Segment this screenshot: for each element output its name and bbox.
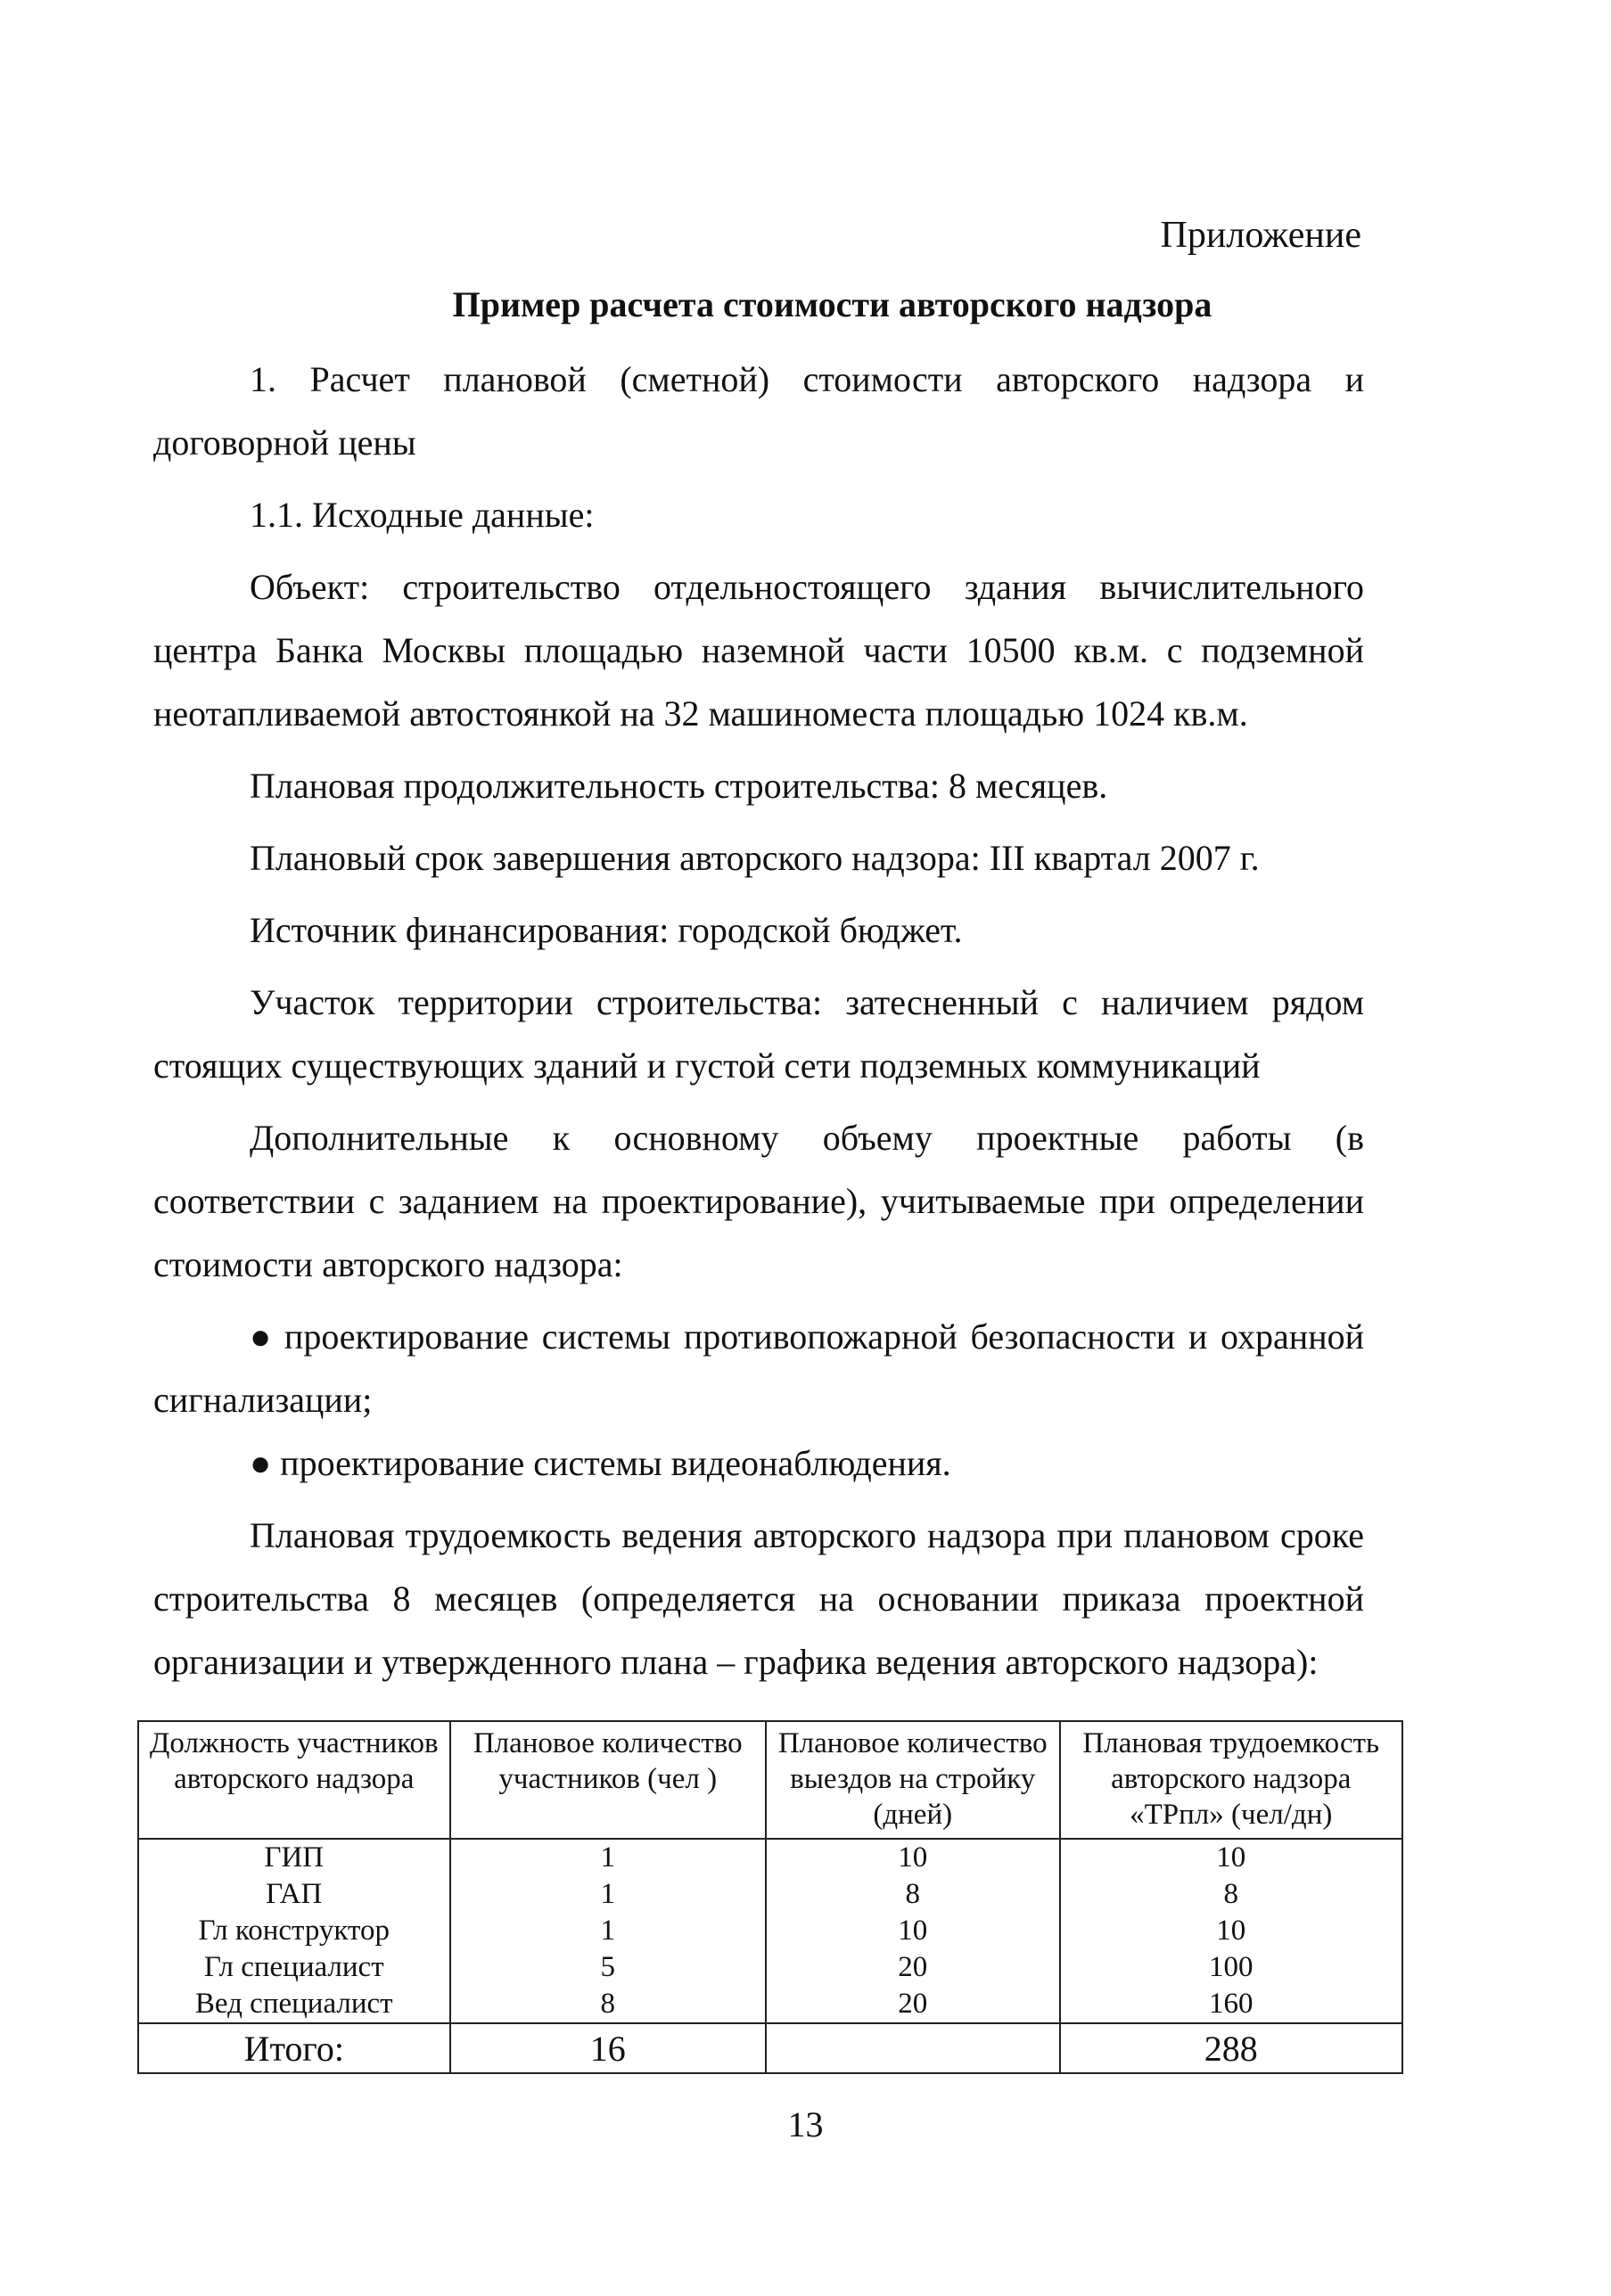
paragraph-duration: Плановая продолжительность строительства: 8 месяцев. — [250, 766, 1108, 806]
bullet-icon: ● — [250, 1443, 272, 1483]
table-cell: ГАП — [138, 1876, 450, 1913]
table-cell: ГИП — [138, 1839, 450, 1876]
table-cell: 100 — [1060, 1949, 1403, 1986]
table-row — [138, 1876, 1402, 1913]
list-item-text: проектирование системы противопожарной безопасности и охранной сигнализации; — [153, 1316, 1364, 1420]
table-cell: 8 — [766, 1876, 1060, 1913]
table-row — [138, 1949, 1402, 1986]
table-cell: 1 — [450, 1913, 766, 1949]
list-item — [153, 1305, 1364, 1431]
column-header: Должность участников авторского надзора — [138, 1721, 450, 1839]
total-label: Итого: — [138, 2023, 450, 2073]
paragraph-section-1: 1. Расчет плановой (сметной) стоимости авторского надзора и договорной цены — [153, 359, 1364, 463]
paragraph-funding-source: Источник финансирования: городской бюджет. — [250, 910, 963, 950]
document-title: Пример расчета стоимости авторского надзора — [452, 284, 1212, 324]
table-row — [138, 1839, 1402, 1876]
document-body — [153, 348, 1364, 1702]
total-participants: 16 — [450, 2023, 766, 2073]
table-cell: 10 — [766, 1839, 1060, 1876]
list-item-text: проектирование системы видеонаблюдения. — [280, 1443, 951, 1483]
table-cell: Гл специалист — [138, 1949, 450, 1986]
paragraph-object: Объект: строительство отдельностоящего здания вычислительного центра Банка Москвы площадью наземной части 10500 кв.м. с подземной неотапливаемой автостоянкой на 32 машиноместа площадью 1024 кв.м. — [153, 567, 1364, 734]
table-cell: Гл конструктор — [138, 1913, 450, 1949]
paragraph-labor-intensity: Плановая трудоемкость ведения авторского надзора при плановом сроке строительства 8 месяцев (определяется на основании приказа проектной организации и утвержденного плана – графика ведения авторского надзора): — [153, 1515, 1364, 1682]
total-labor: 288 — [1060, 2023, 1403, 2073]
table-cell: 10 — [1060, 1839, 1403, 1876]
paragraph-additional-works: Дополнительные к основному объему проектные работы (в соответствии с заданием на проектирование), учитываемые при определении стоимости авторского надзора: — [153, 1118, 1364, 1284]
paragraph-source-data: 1.1. Исходные данные: — [250, 495, 595, 535]
table-cell: 8 — [1060, 1876, 1403, 1913]
table-row — [138, 1986, 1402, 2023]
column-header: Плановое количество участников (чел ) — [450, 1721, 766, 1839]
table-cell: 1 — [450, 1839, 766, 1876]
table-cell: 20 — [766, 1949, 1060, 1986]
column-header: Плановое количество выездов на стройку (дней) — [766, 1721, 1060, 1839]
table-cell: 5 — [450, 1949, 766, 1986]
table-cell: 1 — [450, 1876, 766, 1913]
table-header-row — [138, 1721, 1402, 1839]
table-cell: 160 — [1060, 1986, 1403, 2023]
table-total-row — [138, 2023, 1402, 2073]
table-cell: 10 — [1060, 1913, 1403, 1949]
table-cell: 10 — [766, 1913, 1060, 1949]
paragraph-site-conditions: Участок территории строительства: затесненный с наличием рядом стоящих существующих зданий и густой сети подземных коммуникаций — [153, 982, 1364, 1086]
table-cell: Вед специалист — [138, 1986, 450, 2023]
labor-table — [137, 1720, 1403, 2074]
appendix-label: Приложение — [1160, 215, 1361, 256]
table-cell: 20 — [766, 1986, 1060, 2023]
bullet-icon: ● — [250, 1316, 275, 1357]
page-number: 13 — [787, 2104, 824, 2144]
list-item — [153, 1431, 1364, 1495]
column-header: Плановая трудоемкость авторского надзора «ТРпл» (чел/дн) — [1060, 1721, 1403, 1839]
table-row — [138, 1913, 1402, 1949]
paragraph-completion-term: Плановый срок завершения авторского надзора: III квартал 2007 г. — [250, 838, 1260, 878]
table-cell: 8 — [450, 1986, 766, 2023]
total-empty-cell — [766, 2023, 1060, 2073]
